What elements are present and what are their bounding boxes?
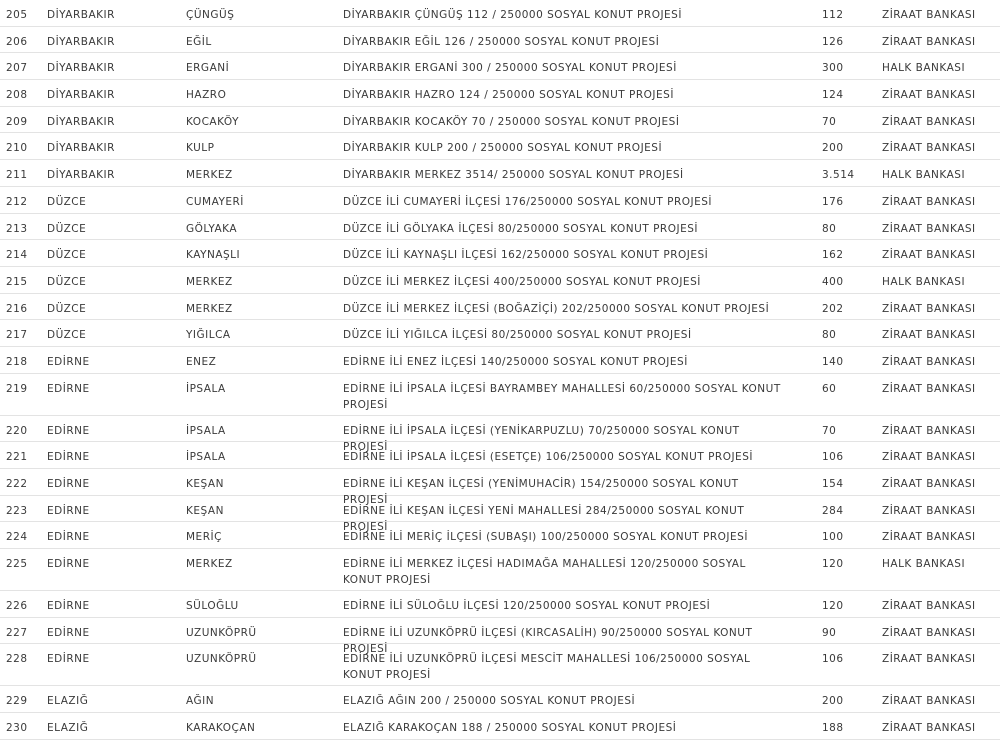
unit-count-cell: 154 [822,478,844,490]
district-cell: EĞİL [186,35,212,48]
table-row [0,442,1000,469]
row-number: 218 [6,355,28,368]
row-number: 230 [6,722,28,735]
project-name-cell: DÜZCE İLİ GÖLYAKA İLÇESİ 80/250000 SOSYAL KONUT PROJESİ [343,222,698,235]
bank-name-cell: ZİRAAT BANKASI [882,329,976,342]
row-number: 222 [6,478,28,490]
project-name-cell: ELAZIĞ KARAKOÇAN 188 / 250000 SOSYAL KONUT PROJESİ [343,722,677,735]
unit-count-cell: 106 [822,451,844,464]
bank-name-cell: ZİRAAT BANKASI [882,142,976,155]
project-name-cell: EDİRNE İLİ İPSALA İLÇESİ (YENİKARPUZLU) 70/250000 SOSYAL KONUT PROJESİ [343,424,740,453]
province-cell: EDİRNE [47,504,90,517]
province-cell: DÜZCE [47,302,87,315]
bank-name-cell: ZİRAAT BANKASI [882,600,976,613]
table-row [0,644,1000,686]
unit-count-cell: 126 [822,35,844,48]
bank-name-cell: ZİRAAT BANKASI [882,222,976,235]
district-cell: İPSALA [186,451,226,464]
row-number: 220 [6,424,28,437]
table-row [0,133,1000,160]
project-name-cell: DİYARBAKIR MERKEZ 3514/ 250000 SOSYAL KONUT PROJESİ [343,169,684,182]
province-cell: EDİRNE [47,626,90,639]
unit-count-cell: 200 [822,695,844,708]
district-cell: KULP [186,142,215,155]
unit-count-cell: 300 [822,62,844,75]
row-number: 212 [6,195,28,208]
table-row [0,591,1000,618]
bank-name-cell: ZİRAAT BANKASI [882,35,976,48]
bank-name-cell: ZİRAAT BANKASI [882,302,976,315]
table-row [0,214,1000,241]
unit-count-cell: 176 [822,195,844,208]
project-name-cell: EDİRNE İLİ UZUNKÖPRÜ İLÇESİ (KIRCASALİH) 90/250000 SOSYAL KONUT PROJESİ [343,626,753,655]
project-name-cell: EDİRNE İLİ MERİÇ İLÇESİ (SUBAŞI) 100/250000 SOSYAL KONUT PROJESİ [343,531,748,544]
row-number: 216 [6,302,28,315]
province-cell: ELAZIĞ [47,722,89,735]
bank-name-cell: HALK BANKASI [882,558,966,571]
table-row [0,469,1000,506]
unit-count-cell: 400 [822,275,844,288]
project-name-cell: EDİRNE İLİ KEŞAN İLÇESİ (YENİMUHACİR) 154/250000 SOSYAL KONUT PROJESİ [343,478,739,506]
table-row [0,320,1000,347]
row-number: 214 [6,249,28,262]
row-number: 211 [6,169,28,182]
bank-name-cell: ZİRAAT BANKASI [882,451,976,464]
district-cell: KAYNAŞLI [186,249,241,262]
unit-count-cell: 188 [822,722,844,735]
province-cell: DÜZCE [47,329,87,342]
project-name-cell: DİYARBAKIR EĞİL 126 / 250000 SOSYAL KONUT PROJESİ [343,35,660,48]
bank-name-cell: ZİRAAT BANKASI [882,722,976,735]
table-row [0,294,1000,321]
province-cell: EDİRNE [47,424,90,437]
district-cell: MERKEZ [186,302,233,315]
unit-count-cell: 90 [822,626,837,639]
bank-name-cell: ZİRAAT BANKASI [882,195,976,208]
province-cell: EDİRNE [47,382,90,395]
province-cell: DİYARBAKIR [47,62,115,75]
project-name-cell: DÜZCE İLİ KAYNAŞLI İLÇESİ 162/250000 SOSYAL KONUT PROJESİ [343,249,709,262]
table-row [0,240,1000,267]
row-number: 215 [6,275,28,288]
bank-name-cell: ZİRAAT BANKASI [882,9,976,21]
table-row [0,347,1000,374]
district-cell: ERGANİ [186,62,230,75]
district-cell: CUMAYERİ [186,195,244,208]
row-number: 228 [6,653,28,666]
province-cell: DİYARBAKIR [47,142,115,155]
table-row [0,187,1000,214]
table-row [0,374,1000,416]
district-cell: YIĞILCA [186,329,231,342]
table-row [0,80,1000,107]
province-cell: EDİRNE [47,451,90,464]
project-name-cell: EDİRNE İLİ UZUNKÖPRÜ İLÇESİ MESCİT MAHALLESİ 106/250000 SOSYAL KONUT PROJESİ [343,653,751,682]
unit-count-cell: 162 [822,249,844,262]
province-cell: ELAZIĞ [47,695,89,708]
table-row [0,53,1000,80]
bank-name-cell: ZİRAAT BANKASI [882,115,976,128]
row-number: 217 [6,329,28,342]
district-cell: HAZRO [186,89,227,102]
row-number: 210 [6,142,28,155]
province-cell: DİYARBAKIR [47,115,115,128]
province-cell: DÜZCE [47,222,87,235]
unit-count-cell: 70 [822,115,837,128]
bank-name-cell: ZİRAAT BANKASI [882,478,976,490]
row-number: 208 [6,89,28,102]
bank-name-cell: ZİRAAT BANKASI [882,504,976,517]
province-cell: EDİRNE [47,653,90,666]
bank-name-cell: ZİRAAT BANKASI [882,531,976,544]
district-cell: ÇÜNGÜŞ [186,9,235,21]
province-cell: DİYARBAKIR [47,89,115,102]
unit-count-cell: 3.514 [822,169,855,182]
province-cell: EDİRNE [47,531,90,544]
district-cell: KEŞAN [186,504,224,517]
row-number: 213 [6,222,28,235]
project-name-cell: DÜZCE İLİ MERKEZ İLÇESİ 400/250000 SOSYAL KONUT PROJESİ [343,275,701,288]
district-cell: MERKEZ [186,275,233,288]
unit-count-cell: 140 [822,355,844,368]
province-cell: DİYARBAKIR [47,35,115,48]
unit-count-cell: 284 [822,504,844,517]
bank-name-cell: ZİRAAT BANKASI [882,653,976,666]
table-row [0,416,1000,453]
bank-name-cell: ZİRAAT BANKASI [882,89,976,102]
unit-count-cell: 124 [822,89,844,102]
table-row [0,107,1000,134]
district-cell: SÜLOĞLU [186,600,239,613]
row-number: 223 [6,504,28,517]
project-name-cell: EDİRNE İLİ İPSALA İLÇESİ (ESETÇE) 106/250000 SOSYAL KONUT PROJESİ [343,451,753,464]
table-row [0,0,1000,27]
row-number: 219 [6,382,28,395]
bank-name-cell: ZİRAAT BANKASI [882,695,976,708]
project-name-cell: DÜZCE İLİ CUMAYERİ İLÇESİ 176/250000 SOSYAL KONUT PROJESİ [343,195,713,208]
table-row [0,686,1000,713]
province-cell: DÜZCE [47,249,87,262]
table-row [0,549,1000,591]
unit-count-cell: 60 [822,382,837,395]
unit-count-cell: 100 [822,531,844,544]
row-number: 209 [6,115,28,128]
project-name-cell: EDİRNE İLİ MERKEZ İLÇESİ HADIMAĞA MAHALLESİ 120/250000 SOSYAL KONUT PROJESİ [343,558,746,587]
project-name-cell: DİYARBAKIR KOCAKÖY 70 / 250000 SOSYAL KONUT PROJESİ [343,115,680,128]
district-cell: İPSALA [186,424,226,437]
row-number: 205 [6,9,28,21]
district-cell: İPSALA [186,382,226,395]
table-row [0,267,1000,294]
bank-name-cell: ZİRAAT BANKASI [882,355,976,368]
project-name-cell: DİYARBAKIR KULP 200 / 250000 SOSYAL KONUT PROJESİ [343,142,663,155]
unit-count-cell: 112 [822,9,844,21]
table-row [0,496,1000,533]
project-name-cell: DÜZCE İLİ MERKEZ İLÇESİ (BOĞAZİÇİ) 202/250000 SOSYAL KONUT PROJESİ [343,302,770,315]
bank-name-cell: HALK BANKASI [882,169,966,182]
bank-name-cell: ZİRAAT BANKASI [882,626,976,639]
district-cell: MERKEZ [186,558,233,571]
bank-name-cell: ZİRAAT BANKASI [882,424,976,437]
project-name-cell: ELAZIĞ AĞIN 200 / 250000 SOSYAL KONUT PROJESİ [343,695,636,708]
bank-name-cell: ZİRAAT BANKASI [882,249,976,262]
project-name-cell: DÜZCE İLİ YIĞILCA İLÇESİ 80/250000 SOSYAL KONUT PROJESİ [343,329,692,342]
project-name-cell: DİYARBAKIR HAZRO 124 / 250000 SOSYAL KONUT PROJESİ [343,89,674,102]
row-number: 229 [6,695,28,708]
district-cell: KOCAKÖY [186,115,240,128]
district-cell: KARAKOÇAN [186,722,256,735]
district-cell: MERKEZ [186,169,233,182]
project-name-cell: EDİRNE İLİ SÜLOĞLU İLÇESİ 120/250000 SOSYAL KONUT PROJESİ [343,600,711,613]
district-cell: AĞIN [186,695,215,708]
unit-count-cell: 80 [822,329,837,342]
table-row [0,522,1000,549]
project-name-cell: EDİRNE İLİ ENEZ İLÇESİ 140/250000 SOSYAL KONUT PROJESİ [343,355,688,368]
unit-count-cell: 80 [822,222,837,235]
project-name-cell: DİYARBAKIR ÇÜNGÜŞ 112 / 250000 SOSYAL KONUT PROJESİ [343,9,682,21]
district-cell: MERİÇ [186,531,222,544]
row-number: 207 [6,62,28,75]
table-row [0,160,1000,187]
row-number: 225 [6,558,28,571]
row-number: 206 [6,35,28,48]
province-cell: DÜZCE [47,195,87,208]
province-cell: DÜZCE [47,275,87,288]
district-cell: GÖLYAKA [186,222,238,235]
unit-count-cell: 200 [822,142,844,155]
table-row [0,618,1000,655]
row-number: 224 [6,531,28,544]
project-name-cell: EDİRNE İLİ KEŞAN İLÇESİ YENİ MAHALLESİ 284/250000 SOSYAL KONUT PROJESİ [343,504,745,533]
table-row [0,27,1000,54]
bank-name-cell: HALK BANKASI [882,62,966,75]
province-cell: DİYARBAKIR [47,169,115,182]
row-number: 227 [6,626,28,639]
district-cell: UZUNKÖPRÜ [186,653,257,666]
unit-count-cell: 70 [822,424,837,437]
province-cell: EDİRNE [47,558,90,571]
district-cell: KEŞAN [186,478,224,490]
row-number: 221 [6,451,28,464]
province-cell: DİYARBAKIR [47,9,115,21]
bank-name-cell: ZİRAAT BANKASI [882,382,976,395]
project-name-cell: EDİRNE İLİ İPSALA İLÇESİ BAYRAMBEY MAHALLESİ 60/250000 SOSYAL KONUT PROJESİ [343,382,781,411]
district-cell: UZUNKÖPRÜ [186,626,257,639]
project-name-cell: DİYARBAKIR ERGANİ 300 / 250000 SOSYAL KONUT PROJESİ [343,62,677,75]
bank-name-cell: HALK BANKASI [882,275,966,288]
unit-count-cell: 120 [822,558,844,571]
unit-count-cell: 106 [822,653,844,666]
unit-count-cell: 120 [822,600,844,613]
row-number: 226 [6,600,28,613]
district-cell: ENEZ [186,355,217,368]
province-cell: EDİRNE [47,600,90,613]
province-cell: EDİRNE [47,355,90,368]
province-cell: EDİRNE [47,478,90,490]
unit-count-cell: 202 [822,302,844,315]
